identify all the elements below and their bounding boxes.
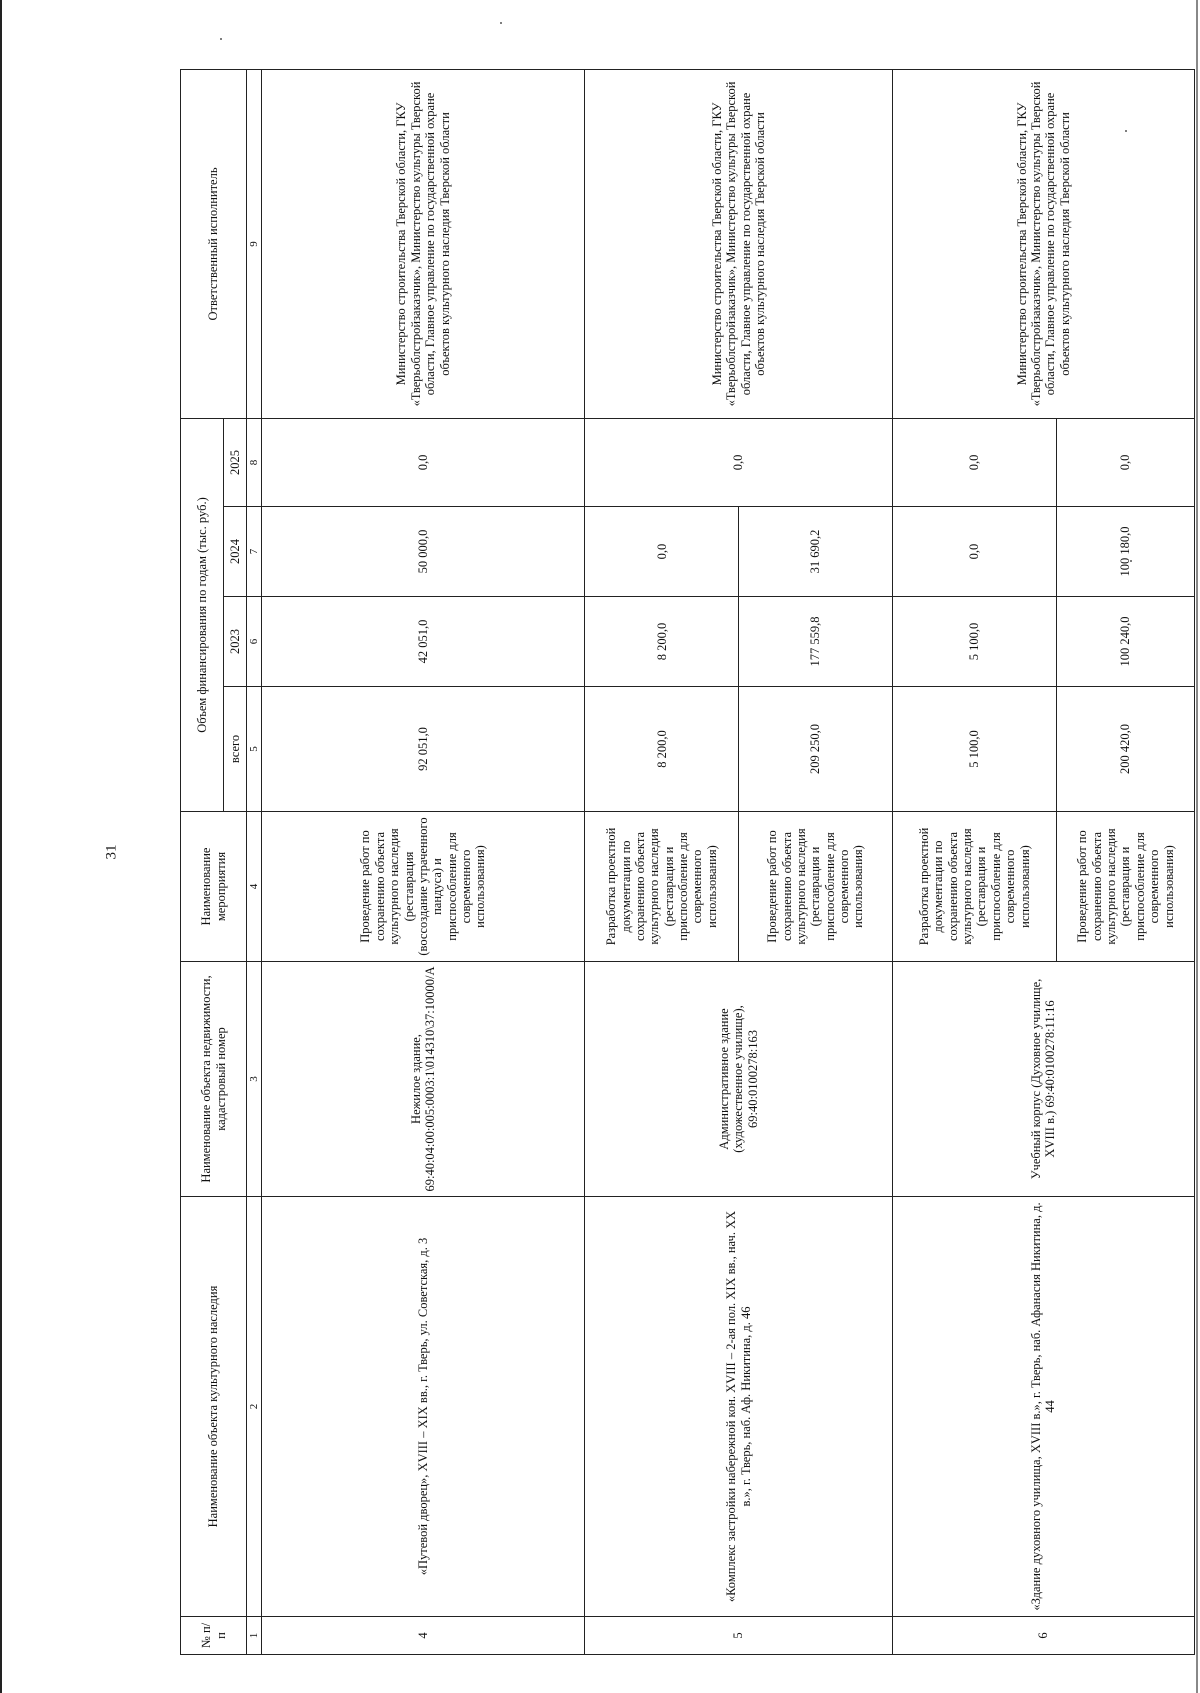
executor: Министерство строительства Тверской области, ГКУ «Тверьоблстройзаказчик», Министерство культуры Тверской области, Главное управление по государственной охране объектов культурного наследия Тверской области: [262, 69, 585, 418]
funding-total: 200 420,0: [1057, 687, 1195, 812]
header-total: всего: [224, 687, 247, 812]
scan-edge-line: [1196, 0, 1198, 1693]
row-num: 6: [892, 1617, 1194, 1655]
funding-2025: 0,0: [585, 418, 892, 506]
event-name: Проведение работ по сохранению объекта культурного наследия (реставрация и приспособление для современного использования): [1057, 812, 1195, 962]
document-sheet: [180, 70, 1195, 1655]
funding-total: 8 200,0: [585, 687, 739, 812]
header-executor: Ответственный исполнитель: [181, 69, 247, 418]
header-heritage-name: Наименование объекта культурного наследия: [181, 1197, 247, 1617]
funding-2023: 5 100,0: [892, 597, 1056, 687]
scan-speck: [220, 38, 222, 40]
col-number: 5: [247, 687, 262, 812]
financing-table: [180, 69, 1195, 1655]
heritage-name: «Путевой дворец», XVIII – XIX вв., г. Тверь, ул. Советская, д. 3: [262, 1197, 585, 1617]
funding-2024: 31 690,2: [739, 507, 893, 597]
col-number: 6: [247, 597, 262, 687]
rotated-table-wrapper: [180, 70, 1195, 1655]
funding-2024: 0,0: [585, 507, 739, 597]
column-number-row: [247, 69, 262, 1654]
table-row: [262, 69, 585, 1654]
row-num: 5: [585, 1617, 892, 1655]
funding-2024: 0,0: [892, 507, 1056, 597]
funding-2024: 100 180,0: [1057, 507, 1195, 597]
col-number: 2: [247, 1197, 262, 1617]
header-2025: 2025: [224, 418, 247, 506]
executor: Министерство строительства Тверской области, ГКУ «Тверьоблстройзаказчик», Министерство культуры Тверской области, Главное управление по государственной охране объектов культурного наследия Тверской области: [892, 69, 1194, 418]
executor: Министерство строительства Тверской области, ГКУ «Тверьоблстройзаказчик», Министерство культуры Тверской области, Главное управление по государственной охране объектов культурного наследия Тверской области: [585, 69, 892, 418]
col-number: 1: [247, 1617, 262, 1655]
property-name: Нежилое здание, 69:40:04:00:005:0003:1\014310\37:10000/А: [262, 962, 585, 1197]
scan-speck: [500, 22, 502, 24]
header-2024: 2024: [224, 507, 247, 597]
event-name: Разработка проектной документации по сохранению объекта культурного наследия (реставрация и приспособление для современного использования): [892, 812, 1056, 962]
scan-edge-line: [0, 0, 2, 1693]
col-number: 7: [247, 507, 262, 597]
row-num: 4: [262, 1617, 585, 1655]
funding-2025: 0,0: [262, 418, 585, 506]
funding-total: 92 051,0: [262, 687, 585, 812]
property-name: Административное здание (художественное училище), 69:40:0100278:163: [585, 962, 892, 1197]
funding-2025: 0,0: [892, 418, 1056, 506]
header-property-name: Наименование объекта недвижимости, кадастровый номер: [181, 962, 247, 1197]
funding-2023: 177 559,8: [739, 597, 893, 687]
header-2023: 2023: [224, 597, 247, 687]
header-event-name: Наименование мероприятия: [181, 812, 247, 962]
property-name: Учебный корпус (Духовное училище, XVIII в.) 69:40:0100278:11:16: [892, 962, 1194, 1197]
funding-2024: 50 000,0: [262, 507, 585, 597]
table-row: [585, 69, 739, 1654]
funding-2025: 0,0: [1057, 418, 1195, 506]
funding-2023: 8 200,0: [585, 597, 739, 687]
header-funding-group: Объем финансирования по годам (тыс. руб.): [181, 418, 224, 811]
heritage-name: «Комплекс застройки набережной кон. XVIII – 2-ая пол. XIX вв., нач. XX в.», г. Тверь, наб. Аф. Никитина, д. 46: [585, 1197, 892, 1617]
funding-2023: 42 051,0: [262, 597, 585, 687]
funding-total: 209 250,0: [739, 687, 893, 812]
event-name: Проведение работ по сохранению объекта культурного наследия (реставрация и приспособление для современного использования): [739, 812, 893, 962]
event-name: Разработка проектной документации по сохранению объекта культурного наследия (реставрация и приспособление для современного использования): [585, 812, 739, 962]
funding-2023: 100 240,0: [1057, 597, 1195, 687]
table-row: [892, 69, 1056, 1654]
header-row: [181, 69, 224, 1654]
event-name: Проведение работ по сохранению объекта культурного наследия (реставрация (воссоздание утраченного пандуса) и приспособление для современного использования): [262, 812, 585, 962]
col-number: 8: [247, 418, 262, 506]
page-number: 31: [103, 844, 120, 860]
col-number: 3: [247, 962, 262, 1197]
heritage-name: «Здание духовного училища, XVIII в.», г. Тверь, наб. Афанасия Никитина, д. 44: [892, 1197, 1194, 1617]
funding-total: 5 100,0: [892, 687, 1056, 812]
col-number: 9: [247, 69, 262, 418]
col-number: 4: [247, 812, 262, 962]
header-num: № п/п: [181, 1617, 247, 1655]
